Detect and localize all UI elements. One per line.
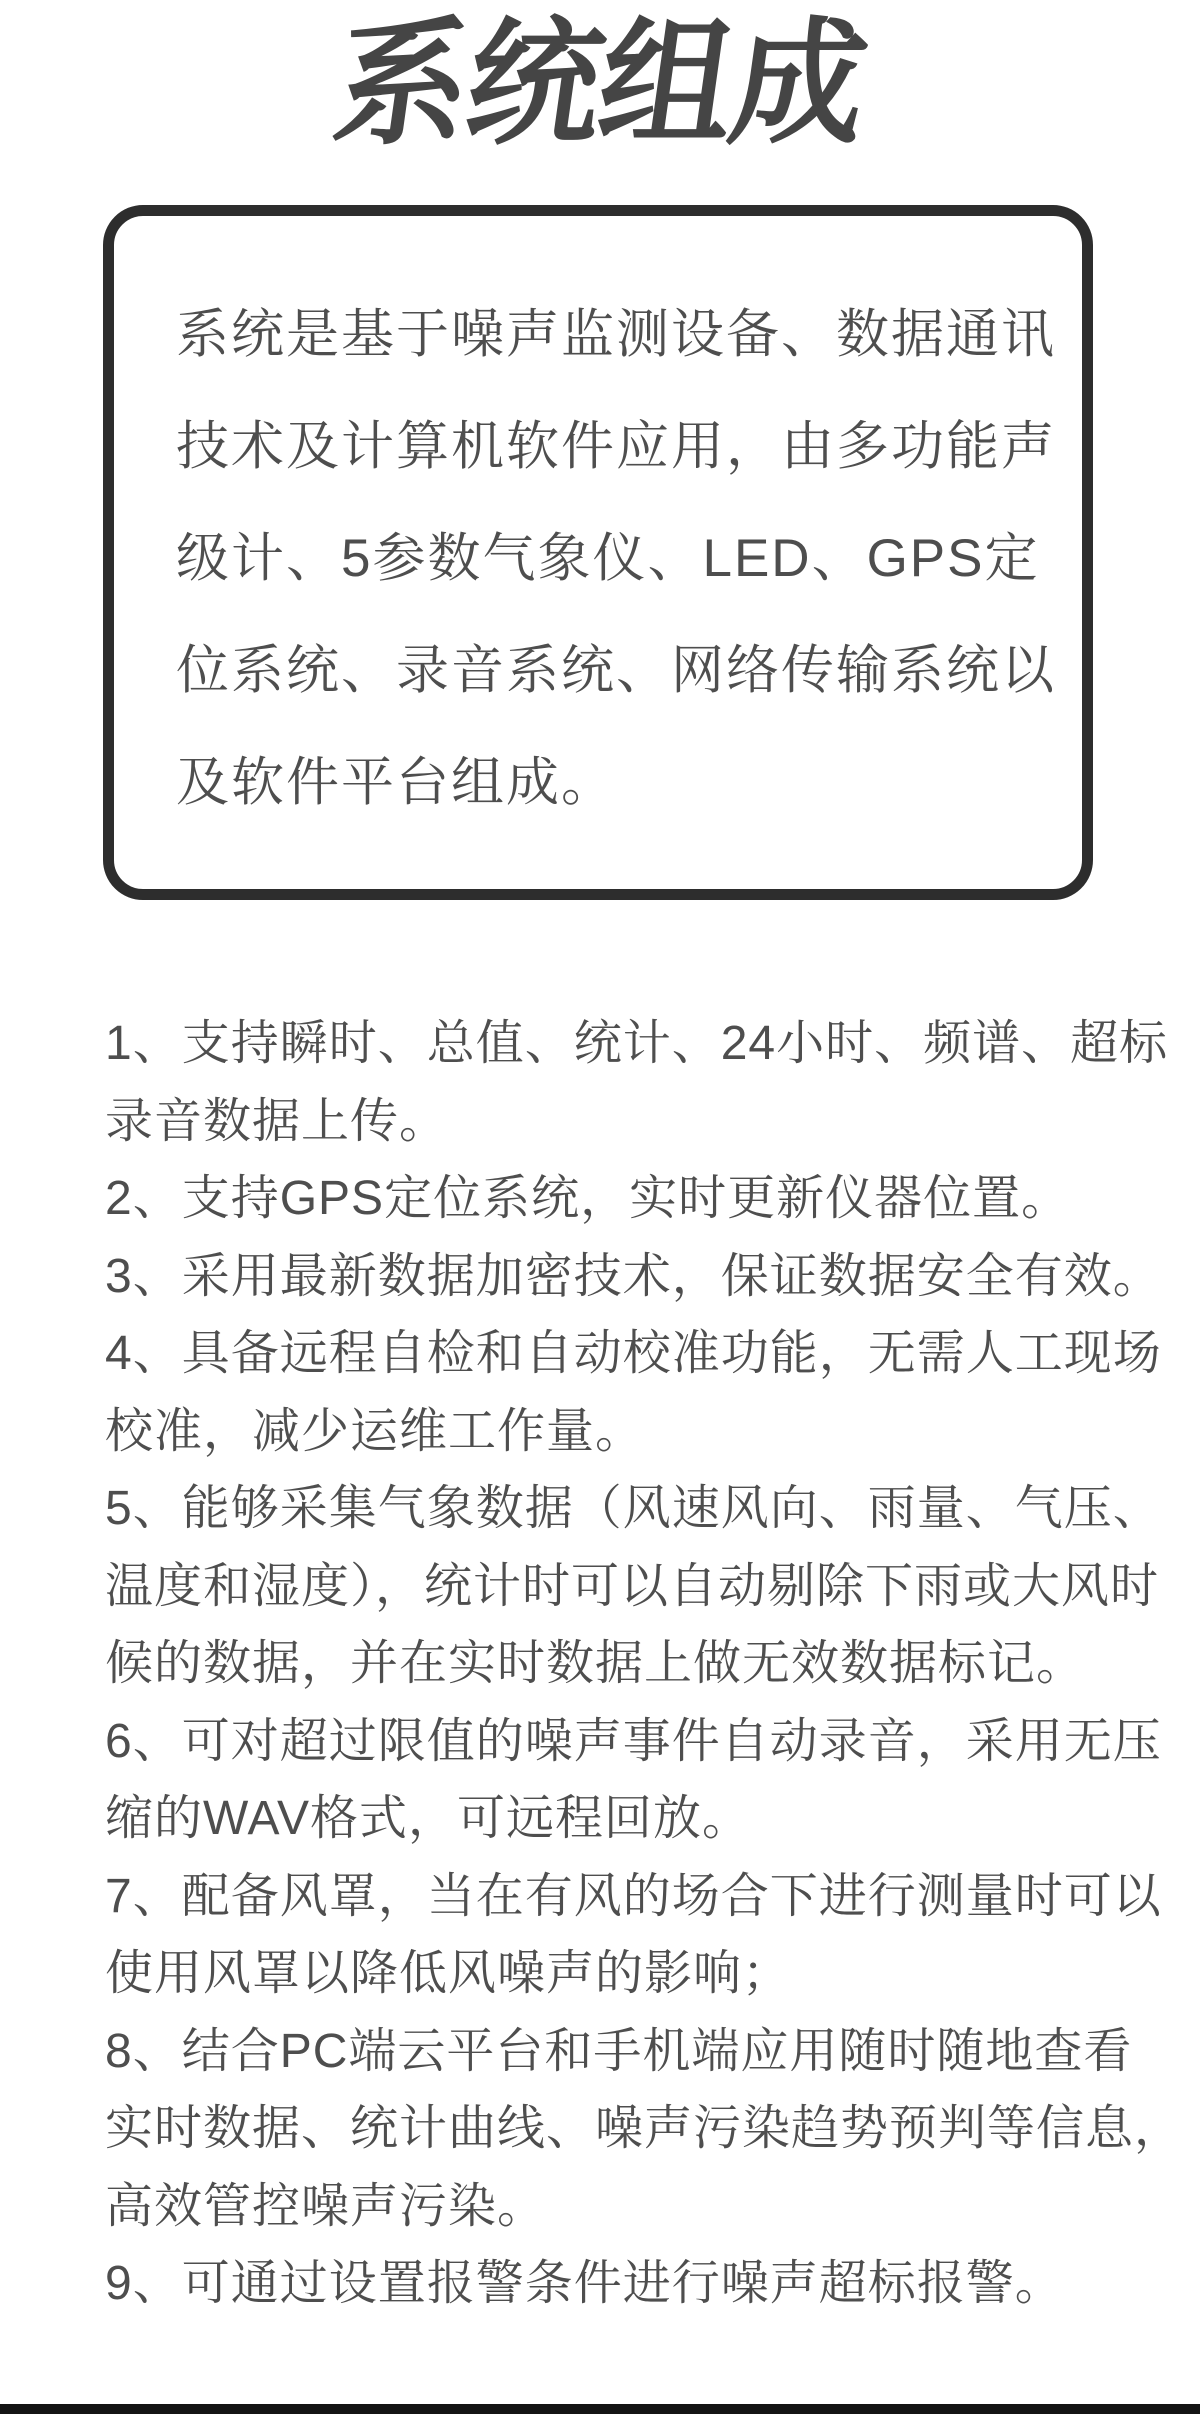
feature-line: 缩的WAV格式，可远程回放。	[105, 1792, 751, 1845]
feature-line: 8、结合PC端云平台和手机端应用随时随地查看	[105, 2024, 1133, 2078]
feature-line: 高效管控噪声污染。	[105, 2179, 547, 2233]
feature-item-1	[105, 1005, 1175, 1160]
feature-item-8	[105, 2013, 1184, 2246]
feature-line: 4、具备远程自检和自动校准功能，无需人工现场	[105, 1327, 1162, 1380]
feature-item-2	[105, 1160, 1175, 1238]
feature-line: 7、配备风罩，当在有风的场合下进行测量时可以	[105, 1869, 1162, 1923]
feature-item-9	[105, 2245, 1175, 2323]
feature-line: 9、可通过设置报警条件进行噪声超标报警。	[105, 2257, 1064, 2310]
features-list	[105, 1005, 1184, 2323]
feature-line: 2、支持GPS定位系统，实时更新仪器位置。	[105, 1172, 1071, 1225]
feature-item-5	[105, 1470, 1175, 1703]
feature-item-7	[105, 1858, 1175, 2013]
intro-box	[103, 205, 1093, 900]
feature-line: 实时数据、统计曲线、噪声污染趋势预判等信息，	[105, 2102, 1184, 2155]
intro-line: 级计、5参数气象仪、LED、GPS定	[176, 529, 1040, 588]
feature-line: 5、能够采集气象数据（风速风向、雨量、气压、	[105, 1482, 1162, 1535]
feature-line: 3、采用最新数据加密技术，保证数据安全有效。	[105, 1249, 1162, 1303]
intro-line: 位系统、录音系统、网络传输系统以	[176, 641, 1056, 700]
feature-item-3	[105, 1238, 1175, 1316]
feature-line: 温度和湿度），统计时可以自动剔除下雨或大风时	[105, 1559, 1160, 1613]
page-title	[0, 6, 1200, 164]
feature-line: 候的数据，并在实时数据上做无效数据标记。	[105, 1637, 1086, 1690]
feature-line: 录音数据上传。	[105, 1094, 449, 1148]
feature-item-4	[105, 1315, 1175, 1470]
intro-line: 技术及计算机软件应用，由多功能声	[176, 417, 1056, 476]
feature-line: 6、可对超过限值的噪声事件自动录音，采用无压	[105, 1714, 1162, 1768]
feature-item-6	[105, 1703, 1175, 1858]
bottom-bar	[0, 2404, 1200, 2414]
intro-line: 及软件平台组成。	[176, 753, 616, 812]
feature-line: 校准，减少运维工作量。	[105, 1404, 645, 1458]
page-title-text: 系统组成	[325, 8, 875, 161]
intro-line: 系统是基于噪声监测设备、数据通讯	[176, 305, 1056, 364]
feature-line: 使用风罩以降低风噪声的影响；	[105, 1947, 792, 2000]
feature-line: 1、支持瞬时、总值、统计、24小时、频谱、超标	[105, 1017, 1169, 1070]
